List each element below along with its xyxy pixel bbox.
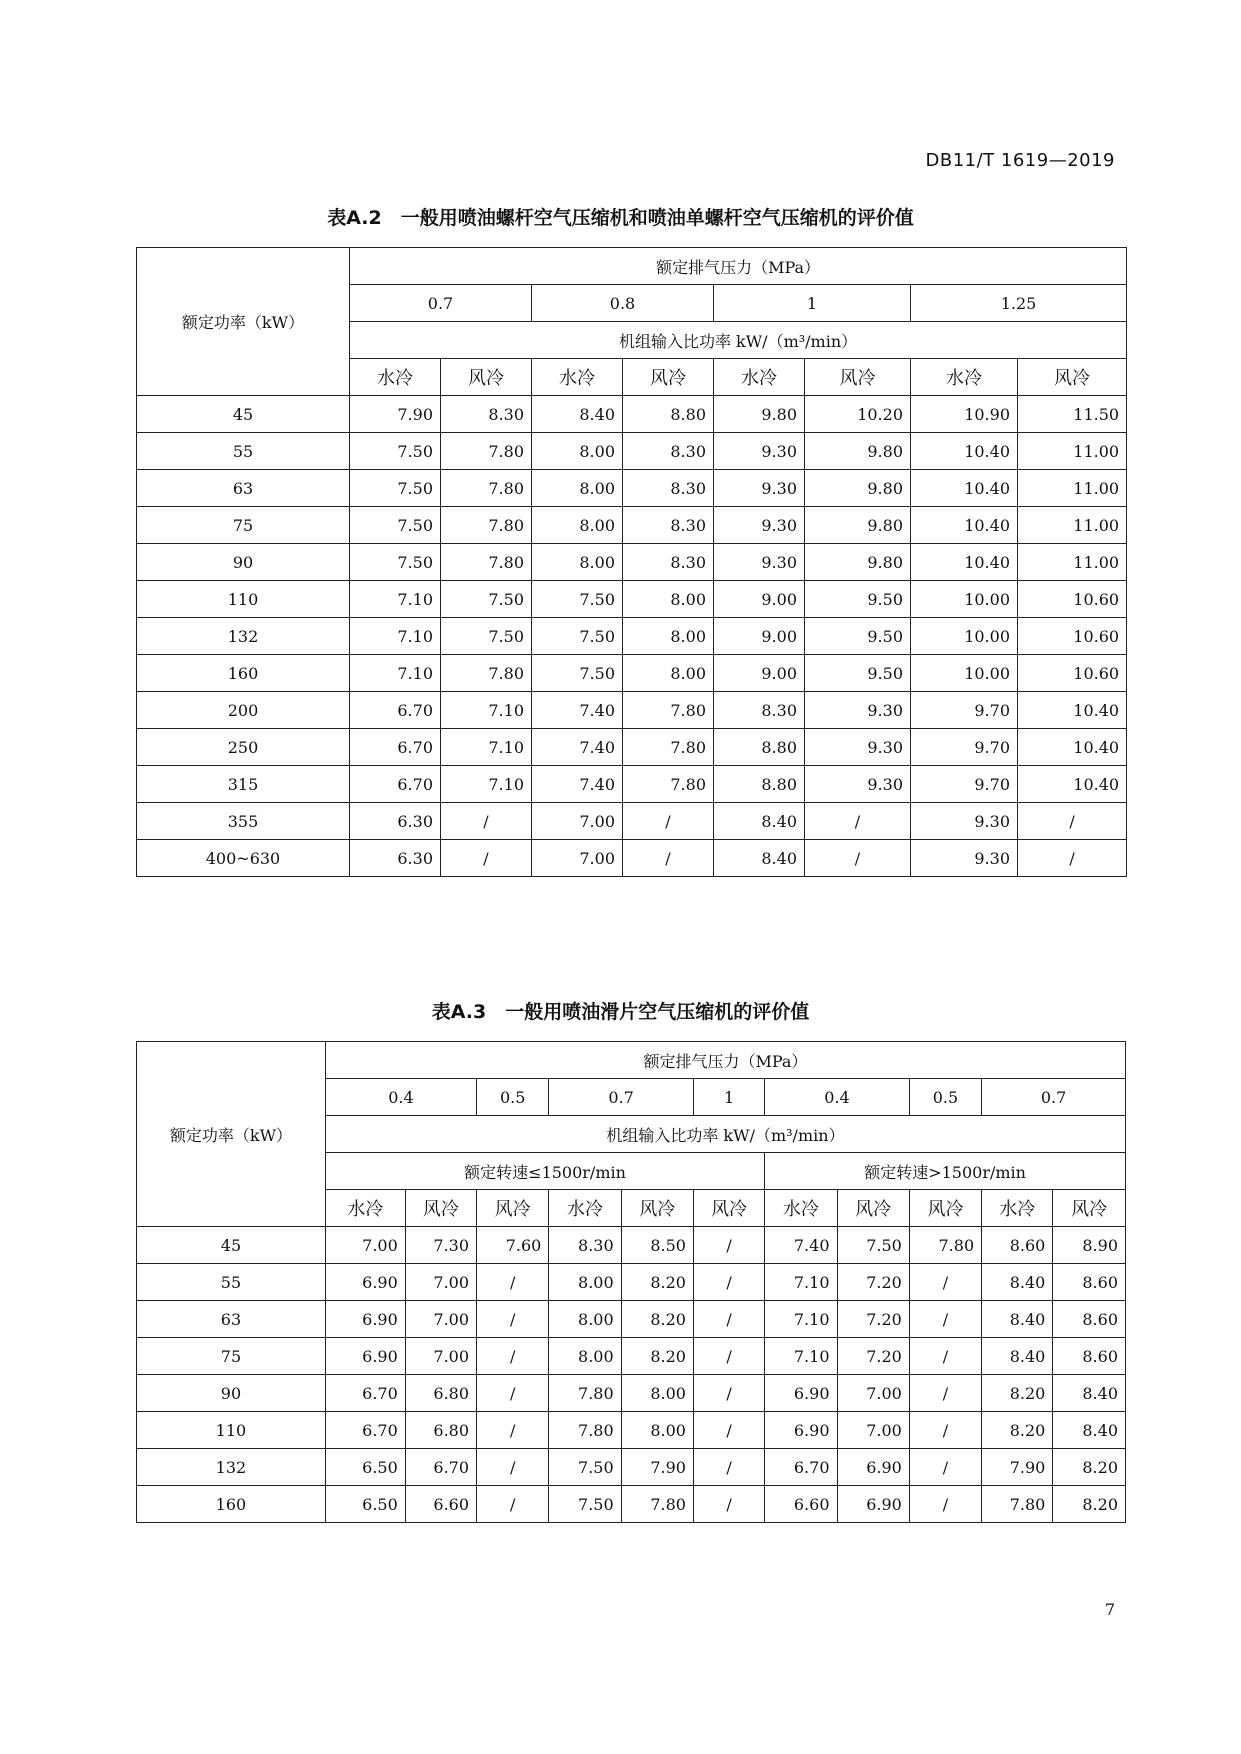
value-cell: 6.30 bbox=[350, 803, 441, 840]
cooling-label: 水冷 bbox=[350, 359, 441, 396]
value-cell: 9.30 bbox=[805, 766, 911, 803]
value-cell: 7.10 bbox=[350, 618, 441, 655]
value-cell: 8.30 bbox=[623, 507, 714, 544]
value-cell: 8.40 bbox=[982, 1338, 1053, 1375]
cooling-label: 水冷 bbox=[714, 359, 805, 396]
value-cell: 8.00 bbox=[532, 544, 623, 581]
power-cell: 250 bbox=[137, 729, 350, 766]
value-cell: 9.50 bbox=[805, 618, 911, 655]
table-row bbox=[137, 803, 1127, 840]
value-cell: 6.90 bbox=[765, 1375, 837, 1412]
value-cell: 7.40 bbox=[765, 1227, 837, 1264]
value-cell: 6.90 bbox=[837, 1449, 909, 1486]
value-cell: 7.50 bbox=[441, 581, 532, 618]
pressure-value: 0.8 bbox=[532, 285, 714, 322]
value-cell: / bbox=[909, 1449, 981, 1486]
value-cell: 7.80 bbox=[441, 655, 532, 692]
value-cell: 7.50 bbox=[350, 544, 441, 581]
value-cell: 9.30 bbox=[714, 470, 805, 507]
cooling-label: 水冷 bbox=[532, 359, 623, 396]
value-cell: 8.20 bbox=[621, 1264, 693, 1301]
value-cell: 7.80 bbox=[623, 729, 714, 766]
value-cell: 7.90 bbox=[350, 396, 441, 433]
value-cell: 9.30 bbox=[805, 729, 911, 766]
value-cell: 7.40 bbox=[532, 766, 623, 803]
value-cell: 9.30 bbox=[714, 544, 805, 581]
value-cell: 7.80 bbox=[441, 470, 532, 507]
power-ratio-header: 机组输入比功率 kW/（m³/min） bbox=[325, 1116, 1125, 1153]
power-header: 额定功率（kW） bbox=[137, 248, 350, 396]
table-row bbox=[137, 396, 1127, 433]
value-cell: 8.20 bbox=[1053, 1449, 1126, 1486]
value-cell: 8.40 bbox=[982, 1301, 1053, 1338]
value-cell: 7.90 bbox=[621, 1449, 693, 1486]
power-cell: 315 bbox=[137, 766, 350, 803]
power-cell: 160 bbox=[137, 655, 350, 692]
power-cell: 75 bbox=[137, 507, 350, 544]
value-cell: 8.20 bbox=[982, 1412, 1053, 1449]
table-a2 bbox=[136, 247, 1127, 877]
value-cell: 7.00 bbox=[837, 1375, 909, 1412]
value-cell: 11.00 bbox=[1018, 470, 1127, 507]
cooling-label: 风冷 bbox=[693, 1190, 764, 1227]
value-cell: / bbox=[693, 1227, 764, 1264]
cooling-label: 风冷 bbox=[837, 1190, 909, 1227]
value-cell: 7.20 bbox=[837, 1338, 909, 1375]
value-cell: / bbox=[693, 1375, 764, 1412]
value-cell: 7.10 bbox=[765, 1338, 837, 1375]
value-cell: 8.60 bbox=[1053, 1264, 1126, 1301]
value-cell: / bbox=[909, 1338, 981, 1375]
value-cell: / bbox=[477, 1301, 549, 1338]
value-cell: 10.00 bbox=[911, 618, 1018, 655]
value-cell: 10.60 bbox=[1018, 655, 1127, 692]
value-cell: 8.60 bbox=[1053, 1338, 1126, 1375]
value-cell: 7.50 bbox=[549, 1449, 621, 1486]
pressure-value: 0.4 bbox=[765, 1079, 910, 1116]
value-cell: / bbox=[693, 1449, 764, 1486]
value-cell: 7.20 bbox=[837, 1264, 909, 1301]
value-cell: 8.00 bbox=[621, 1375, 693, 1412]
cooling-label: 水冷 bbox=[982, 1190, 1053, 1227]
value-cell: 7.00 bbox=[837, 1412, 909, 1449]
power-cell: 55 bbox=[137, 1264, 326, 1301]
value-cell: / bbox=[477, 1449, 549, 1486]
pressure-value: 0.5 bbox=[909, 1079, 981, 1116]
value-cell: 9.00 bbox=[714, 618, 805, 655]
cooling-label: 水冷 bbox=[549, 1190, 621, 1227]
value-cell: 9.80 bbox=[805, 470, 911, 507]
value-cell: 9.30 bbox=[714, 433, 805, 470]
value-cell: 6.70 bbox=[325, 1375, 405, 1412]
value-cell: 7.40 bbox=[532, 692, 623, 729]
value-cell: 8.30 bbox=[623, 433, 714, 470]
value-cell: 7.60 bbox=[477, 1227, 549, 1264]
value-cell: 8.00 bbox=[623, 618, 714, 655]
value-cell: 10.60 bbox=[1018, 581, 1127, 618]
value-cell: 9.70 bbox=[911, 692, 1018, 729]
power-header: 额定功率（kW） bbox=[137, 1042, 326, 1227]
table-row bbox=[137, 655, 1127, 692]
value-cell: 6.70 bbox=[350, 692, 441, 729]
value-cell: 7.00 bbox=[405, 1301, 476, 1338]
value-cell: / bbox=[909, 1264, 981, 1301]
power-cell: 160 bbox=[137, 1486, 326, 1523]
power-cell: 132 bbox=[137, 1449, 326, 1486]
power-cell: 55 bbox=[137, 433, 350, 470]
value-cell: 9.50 bbox=[805, 655, 911, 692]
value-cell: / bbox=[623, 840, 714, 877]
value-cell: 8.30 bbox=[623, 470, 714, 507]
value-cell: 8.40 bbox=[1053, 1412, 1126, 1449]
value-cell: 7.80 bbox=[549, 1375, 621, 1412]
pressure-header: 额定排气压力（MPa） bbox=[350, 248, 1127, 285]
table-row bbox=[137, 1486, 1126, 1523]
value-cell: 9.70 bbox=[911, 766, 1018, 803]
pressure-value: 0.7 bbox=[350, 285, 532, 322]
value-cell: / bbox=[441, 803, 532, 840]
value-cell: / bbox=[909, 1412, 981, 1449]
value-cell: 7.50 bbox=[532, 618, 623, 655]
pressure-value: 1 bbox=[714, 285, 911, 322]
value-cell: 10.40 bbox=[1018, 766, 1127, 803]
power-cell: 45 bbox=[137, 1227, 326, 1264]
value-cell: 6.70 bbox=[350, 729, 441, 766]
value-cell: 9.80 bbox=[805, 544, 911, 581]
value-cell: 7.50 bbox=[350, 470, 441, 507]
value-cell: 9.00 bbox=[714, 655, 805, 692]
value-cell: 7.00 bbox=[532, 840, 623, 877]
cooling-label: 水冷 bbox=[325, 1190, 405, 1227]
value-cell: 6.70 bbox=[350, 766, 441, 803]
power-cell: 45 bbox=[137, 396, 350, 433]
value-cell: 7.50 bbox=[532, 655, 623, 692]
value-cell: 7.80 bbox=[441, 544, 532, 581]
table-row bbox=[137, 507, 1127, 544]
value-cell: 10.40 bbox=[911, 507, 1018, 544]
value-cell: 6.90 bbox=[325, 1264, 405, 1301]
value-cell: / bbox=[909, 1375, 981, 1412]
value-cell: 6.60 bbox=[765, 1486, 837, 1523]
value-cell: 9.30 bbox=[911, 803, 1018, 840]
cooling-label: 风冷 bbox=[405, 1190, 476, 1227]
value-cell: 8.50 bbox=[621, 1227, 693, 1264]
value-cell: 10.00 bbox=[911, 655, 1018, 692]
power-cell: 90 bbox=[137, 544, 350, 581]
cooling-label: 风冷 bbox=[441, 359, 532, 396]
power-cell: 110 bbox=[137, 1412, 326, 1449]
power-cell: 75 bbox=[137, 1338, 326, 1375]
value-cell: 8.00 bbox=[621, 1412, 693, 1449]
power-cell: 63 bbox=[137, 1301, 326, 1338]
value-cell: 10.40 bbox=[911, 433, 1018, 470]
value-cell: 10.40 bbox=[911, 470, 1018, 507]
value-cell: 8.40 bbox=[982, 1264, 1053, 1301]
power-cell: 63 bbox=[137, 470, 350, 507]
cooling-label: 风冷 bbox=[477, 1190, 549, 1227]
value-cell: 7.40 bbox=[532, 729, 623, 766]
value-cell: 8.40 bbox=[532, 396, 623, 433]
pressure-value: 0.7 bbox=[982, 1079, 1126, 1116]
value-cell: 8.20 bbox=[621, 1338, 693, 1375]
value-cell: / bbox=[693, 1338, 764, 1375]
cooling-label: 风冷 bbox=[805, 359, 911, 396]
table-row bbox=[137, 840, 1127, 877]
value-cell: 8.00 bbox=[549, 1338, 621, 1375]
value-cell: 7.10 bbox=[441, 692, 532, 729]
value-cell: / bbox=[623, 803, 714, 840]
value-cell: 7.50 bbox=[350, 507, 441, 544]
value-cell: 10.20 bbox=[805, 396, 911, 433]
table-a2-body bbox=[137, 396, 1127, 877]
value-cell: 8.60 bbox=[982, 1227, 1053, 1264]
value-cell: 9.80 bbox=[805, 433, 911, 470]
value-cell: 6.70 bbox=[405, 1449, 476, 1486]
cooling-label: 风冷 bbox=[623, 359, 714, 396]
table-row bbox=[137, 544, 1127, 581]
value-cell: / bbox=[909, 1301, 981, 1338]
value-cell: 6.80 bbox=[405, 1412, 476, 1449]
table-row bbox=[137, 1375, 1126, 1412]
pressure-header: 额定排气压力（MPa） bbox=[325, 1042, 1125, 1079]
value-cell: 9.80 bbox=[805, 507, 911, 544]
value-cell: 6.90 bbox=[765, 1412, 837, 1449]
value-cell: 8.30 bbox=[549, 1227, 621, 1264]
speed-high-header: 额定转速>1500r/min bbox=[765, 1153, 1126, 1190]
value-cell: 8.60 bbox=[1053, 1301, 1126, 1338]
value-cell: 6.70 bbox=[325, 1412, 405, 1449]
cooling-label: 水冷 bbox=[911, 359, 1018, 396]
value-cell: / bbox=[805, 840, 911, 877]
value-cell: / bbox=[693, 1264, 764, 1301]
value-cell: 9.30 bbox=[805, 692, 911, 729]
value-cell: 11.00 bbox=[1018, 433, 1127, 470]
value-cell: 7.10 bbox=[765, 1301, 837, 1338]
table-row bbox=[137, 1301, 1126, 1338]
table-row bbox=[137, 1412, 1126, 1449]
value-cell: 8.00 bbox=[532, 507, 623, 544]
value-cell: 8.80 bbox=[623, 396, 714, 433]
value-cell: 7.00 bbox=[405, 1338, 476, 1375]
value-cell: / bbox=[441, 840, 532, 877]
value-cell: 6.60 bbox=[405, 1486, 476, 1523]
value-cell: 8.00 bbox=[623, 655, 714, 692]
value-cell: / bbox=[909, 1486, 981, 1523]
value-cell: 9.80 bbox=[714, 396, 805, 433]
value-cell: 6.90 bbox=[325, 1338, 405, 1375]
value-cell: / bbox=[477, 1375, 549, 1412]
value-cell: 7.80 bbox=[623, 766, 714, 803]
value-cell: 6.90 bbox=[325, 1301, 405, 1338]
value-cell: 9.00 bbox=[714, 581, 805, 618]
value-cell: 7.10 bbox=[765, 1264, 837, 1301]
value-cell: / bbox=[477, 1412, 549, 1449]
value-cell: 8.80 bbox=[714, 729, 805, 766]
value-cell: / bbox=[693, 1301, 764, 1338]
value-cell: 8.20 bbox=[1053, 1486, 1126, 1523]
value-cell: 10.00 bbox=[911, 581, 1018, 618]
value-cell: 8.00 bbox=[549, 1264, 621, 1301]
value-cell: 10.40 bbox=[1018, 692, 1127, 729]
pressure-value: 0.5 bbox=[477, 1079, 549, 1116]
table-row bbox=[137, 1449, 1126, 1486]
table-row bbox=[137, 692, 1127, 729]
cooling-label: 风冷 bbox=[909, 1190, 981, 1227]
table-row bbox=[137, 581, 1127, 618]
value-cell: / bbox=[477, 1486, 549, 1523]
value-cell: 7.00 bbox=[532, 803, 623, 840]
value-cell: 8.30 bbox=[714, 692, 805, 729]
table-a3-caption: 表A.3 一般用喷油滑片空气压缩机的评价值 bbox=[431, 1001, 810, 1023]
power-cell: 90 bbox=[137, 1375, 326, 1412]
value-cell: 6.90 bbox=[837, 1486, 909, 1523]
table-a3-body bbox=[137, 1227, 1126, 1523]
table-row bbox=[137, 766, 1127, 803]
power-ratio-header: 机组输入比功率 kW/（m³/min） bbox=[350, 322, 1127, 359]
value-cell: 9.30 bbox=[714, 507, 805, 544]
value-cell: 7.80 bbox=[982, 1486, 1053, 1523]
value-cell: 8.30 bbox=[441, 396, 532, 433]
value-cell: 8.30 bbox=[623, 544, 714, 581]
value-cell: / bbox=[805, 803, 911, 840]
value-cell: 7.50 bbox=[350, 433, 441, 470]
value-cell: 10.40 bbox=[911, 544, 1018, 581]
value-cell: 7.10 bbox=[441, 766, 532, 803]
value-cell: 8.40 bbox=[714, 803, 805, 840]
table-row bbox=[137, 618, 1127, 655]
value-cell: 8.40 bbox=[1053, 1375, 1126, 1412]
value-cell: 6.50 bbox=[325, 1486, 405, 1523]
value-cell: 7.50 bbox=[441, 618, 532, 655]
value-cell: 8.90 bbox=[1053, 1227, 1126, 1264]
table-row bbox=[137, 1264, 1126, 1301]
cooling-label: 风冷 bbox=[621, 1190, 693, 1227]
value-cell: / bbox=[1018, 803, 1127, 840]
value-cell: 9.30 bbox=[911, 840, 1018, 877]
page-number: 7 bbox=[1104, 1600, 1115, 1619]
pressure-value: 0.4 bbox=[325, 1079, 476, 1116]
value-cell: 11.00 bbox=[1018, 507, 1127, 544]
pressure-value: 0.7 bbox=[549, 1079, 694, 1116]
table-a3 bbox=[136, 1041, 1126, 1523]
value-cell: 6.70 bbox=[765, 1449, 837, 1486]
value-cell: 7.00 bbox=[405, 1264, 476, 1301]
value-cell: 10.60 bbox=[1018, 618, 1127, 655]
cooling-label: 风冷 bbox=[1018, 359, 1127, 396]
value-cell: 7.80 bbox=[909, 1227, 981, 1264]
value-cell: / bbox=[1018, 840, 1127, 877]
value-cell: 8.20 bbox=[621, 1301, 693, 1338]
speed-low-header: 额定转速≤1500r/min bbox=[325, 1153, 764, 1190]
value-cell: 8.00 bbox=[532, 470, 623, 507]
value-cell: 6.80 bbox=[405, 1375, 476, 1412]
table-row bbox=[137, 729, 1127, 766]
value-cell: 7.80 bbox=[441, 507, 532, 544]
value-cell: 7.80 bbox=[549, 1412, 621, 1449]
table-row bbox=[137, 1227, 1126, 1264]
value-cell: 7.20 bbox=[837, 1301, 909, 1338]
value-cell: / bbox=[477, 1338, 549, 1375]
value-cell: / bbox=[693, 1486, 764, 1523]
cooling-label: 水冷 bbox=[765, 1190, 837, 1227]
table-row bbox=[137, 433, 1127, 470]
document-code: DB11/T 1619—2019 bbox=[925, 150, 1115, 171]
pressure-value: 1.25 bbox=[911, 285, 1127, 322]
value-cell: 7.10 bbox=[350, 655, 441, 692]
power-cell: 400~630 bbox=[137, 840, 350, 877]
value-cell: 6.50 bbox=[325, 1449, 405, 1486]
power-cell: 110 bbox=[137, 581, 350, 618]
value-cell: 11.00 bbox=[1018, 544, 1127, 581]
value-cell: 9.50 bbox=[805, 581, 911, 618]
value-cell: 7.50 bbox=[532, 581, 623, 618]
value-cell: 7.10 bbox=[441, 729, 532, 766]
value-cell: 7.90 bbox=[982, 1449, 1053, 1486]
value-cell: 11.50 bbox=[1018, 396, 1127, 433]
value-cell: 7.80 bbox=[623, 692, 714, 729]
power-cell: 132 bbox=[137, 618, 350, 655]
value-cell: 7.80 bbox=[441, 433, 532, 470]
value-cell: 7.30 bbox=[405, 1227, 476, 1264]
value-cell: 8.20 bbox=[982, 1375, 1053, 1412]
value-cell: 7.00 bbox=[325, 1227, 405, 1264]
value-cell: 9.70 bbox=[911, 729, 1018, 766]
power-cell: 200 bbox=[137, 692, 350, 729]
value-cell: 8.40 bbox=[714, 840, 805, 877]
cooling-label: 风冷 bbox=[1053, 1190, 1126, 1227]
table-row bbox=[137, 1338, 1126, 1375]
value-cell: 7.50 bbox=[549, 1486, 621, 1523]
value-cell: 6.30 bbox=[350, 840, 441, 877]
pressure-value: 1 bbox=[693, 1079, 764, 1116]
value-cell: 7.50 bbox=[837, 1227, 909, 1264]
table-row bbox=[137, 470, 1127, 507]
value-cell: 8.00 bbox=[623, 581, 714, 618]
value-cell: / bbox=[693, 1412, 764, 1449]
value-cell: / bbox=[477, 1264, 549, 1301]
value-cell: 7.10 bbox=[350, 581, 441, 618]
power-cell: 355 bbox=[137, 803, 350, 840]
value-cell: 8.80 bbox=[714, 766, 805, 803]
value-cell: 7.80 bbox=[621, 1486, 693, 1523]
value-cell: 10.90 bbox=[911, 396, 1018, 433]
value-cell: 10.40 bbox=[1018, 729, 1127, 766]
table-a2-caption: 表A.2 一般用喷油螺杆空气压缩机和喷油单螺杆空气压缩机的评价值 bbox=[327, 207, 914, 229]
value-cell: 8.00 bbox=[549, 1301, 621, 1338]
value-cell: 8.00 bbox=[532, 433, 623, 470]
